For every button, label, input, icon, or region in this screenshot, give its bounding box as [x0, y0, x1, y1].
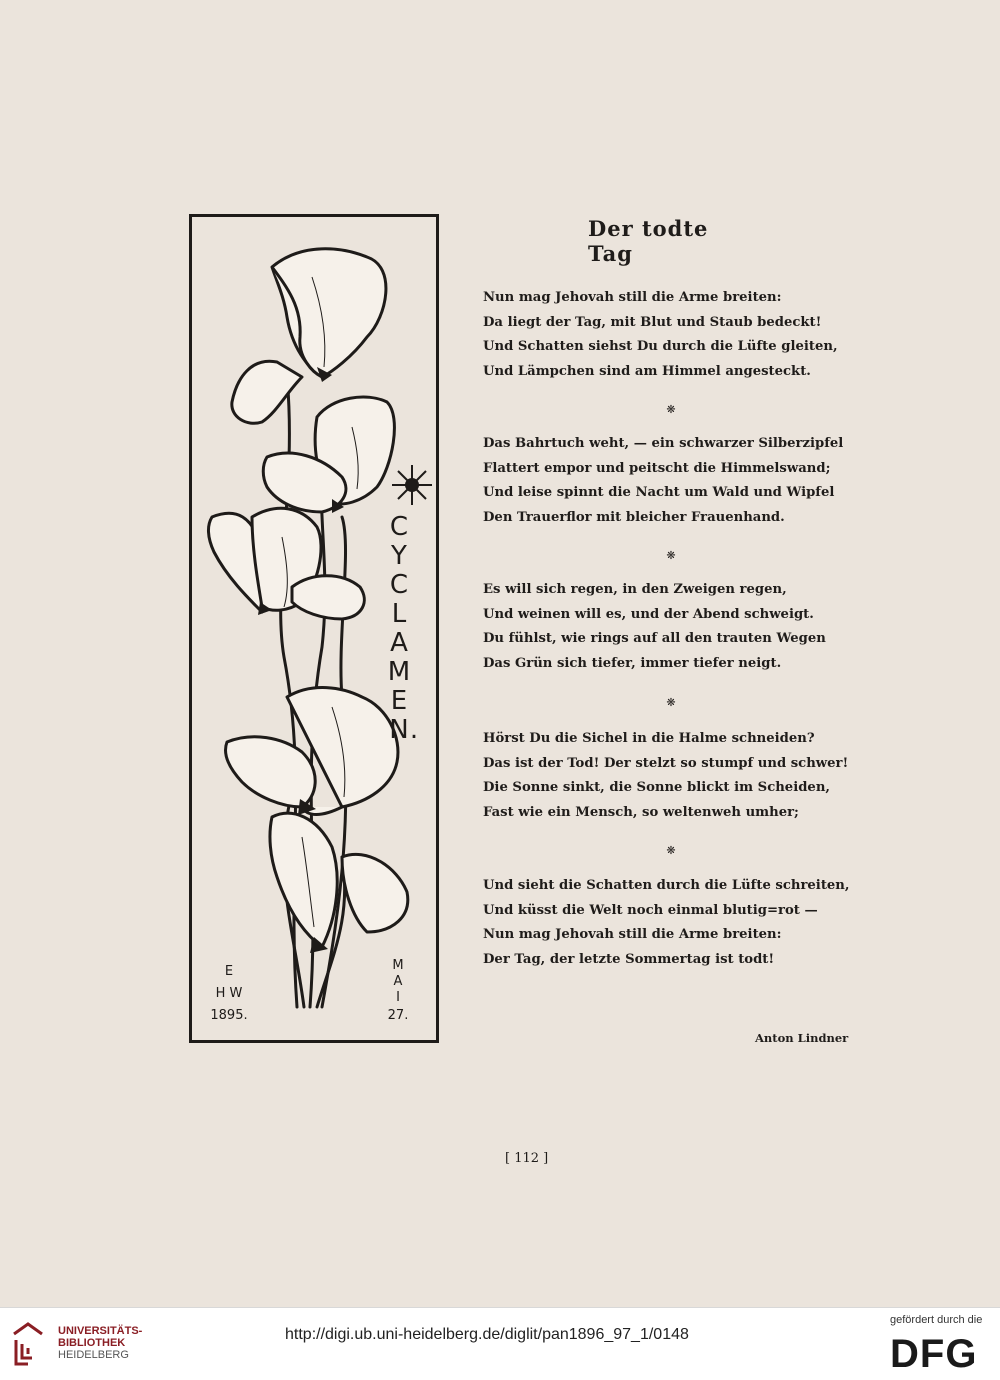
poem-line: Und leise spinnt die Nacht um Wald und Wipfel: [483, 485, 835, 500]
institution-name: [58, 1325, 142, 1361]
stanza-1: [483, 286, 883, 384]
ornament-icon: ❋: [666, 844, 676, 857]
date-line: A: [393, 974, 403, 989]
institution-line: UNIVERSITÄTS-: [58, 1325, 143, 1337]
poem-line: Es will sich regen, in den Zweigen regen,: [483, 582, 787, 597]
poem-line: Das ist der Tod! Der stelzt so stumpf und schwer!: [483, 755, 849, 771]
viewer-footer: [0, 1307, 1000, 1380]
date-line: I: [396, 990, 400, 1005]
poem-line: Da liegt der Tag, mit Blut und Staub bedeckt!: [483, 314, 822, 330]
star-ornament: [392, 465, 432, 505]
monogram-line: E: [224, 964, 234, 979]
poem-line: Und weinen will es, und der Abend schweigt.: [483, 606, 814, 622]
university-library-logo-icon: [10, 1320, 48, 1368]
vertical-letter: L: [391, 599, 407, 629]
poem-line: Nun mag Jehovah still die Arme breiten:: [483, 290, 782, 305]
poem-line: Flattert empor und peitscht die Himmelswand;: [483, 460, 831, 476]
poem-line: Das Grün sich tiefer, immer tiefer neigt.: [483, 655, 782, 671]
stanza-5: [483, 874, 883, 972]
vertical-letter: C: [389, 512, 409, 542]
poem-line: Und Schatten siehst Du durch die Lüfte gleiten,: [483, 339, 838, 354]
page-number: [ 112 ]: [505, 1151, 549, 1166]
poem-line: Der Tag, der letzte Sommertag ist todt!: [483, 951, 775, 967]
poem-line: Den Trauerflor mit bleicher Frauenhand.: [483, 509, 785, 525]
author-name: Anton Lindner: [755, 1031, 849, 1045]
ornament-icon: ❋: [666, 549, 676, 562]
stanza-3: [483, 578, 883, 676]
poem-line: Und sieht die Schatten durch die Lüfte schreiten,: [483, 878, 850, 893]
vertical-letter: C: [389, 570, 409, 600]
poem-line: Hörst Du die Sichel in die Halme schneiden?: [483, 731, 815, 746]
vertical-letter: E: [390, 686, 408, 716]
poem-line: Du fühlst, wie rings auf all den trauten Wegen: [483, 631, 826, 646]
monogram-line: 1895.: [210, 1008, 248, 1023]
ornament-icon: ❋: [666, 696, 676, 709]
vertical-letter: Y: [391, 541, 407, 571]
permalink-url[interactable]: http://digi.ub.uni-heidelberg.de/diglit/pan1896_97_1/0148: [285, 1326, 689, 1343]
vertical-letter: M: [387, 657, 411, 687]
institution-line: BIBLIOTHEK: [58, 1337, 126, 1349]
date-line: M: [392, 958, 404, 973]
ornament-icon: ❋: [666, 403, 676, 416]
cyclamen-drawing: [192, 217, 436, 1040]
poem-line: Die Sonne sinkt, die Sonne blickt im Scheiden,: [483, 780, 831, 795]
poem-line: Fast wie ein Mensch, so weltenweh umher;: [483, 804, 799, 820]
dfg-logo: DFG: [890, 1332, 978, 1376]
funding-note: gefördert durch die: [890, 1314, 983, 1326]
vertical-letter: .: [409, 715, 419, 745]
poem-line: Das Bahrtuch weht, — ein schwarzer Silberzipfel: [483, 436, 844, 451]
vertical-letter: A: [390, 628, 408, 658]
stanza-2: [483, 432, 883, 530]
cyclamen-illustration: [189, 214, 439, 1043]
institution-line: HEIDELBERG: [58, 1349, 129, 1361]
stanza-4: [483, 727, 883, 825]
poem-title: Der todte Tag: [588, 216, 709, 266]
monogram-line: H W: [215, 986, 243, 1001]
vertical-letter: N: [389, 715, 409, 745]
poem-line: Nun mag Jehovah still die Arme breiten:: [483, 927, 782, 942]
date-line: 27.: [387, 1008, 409, 1023]
poem-line: Und küsst die Welt noch einmal blutig=rot —: [483, 902, 818, 918]
poem-line: Und Lämpchen sind am Himmel angesteckt.: [483, 363, 811, 379]
